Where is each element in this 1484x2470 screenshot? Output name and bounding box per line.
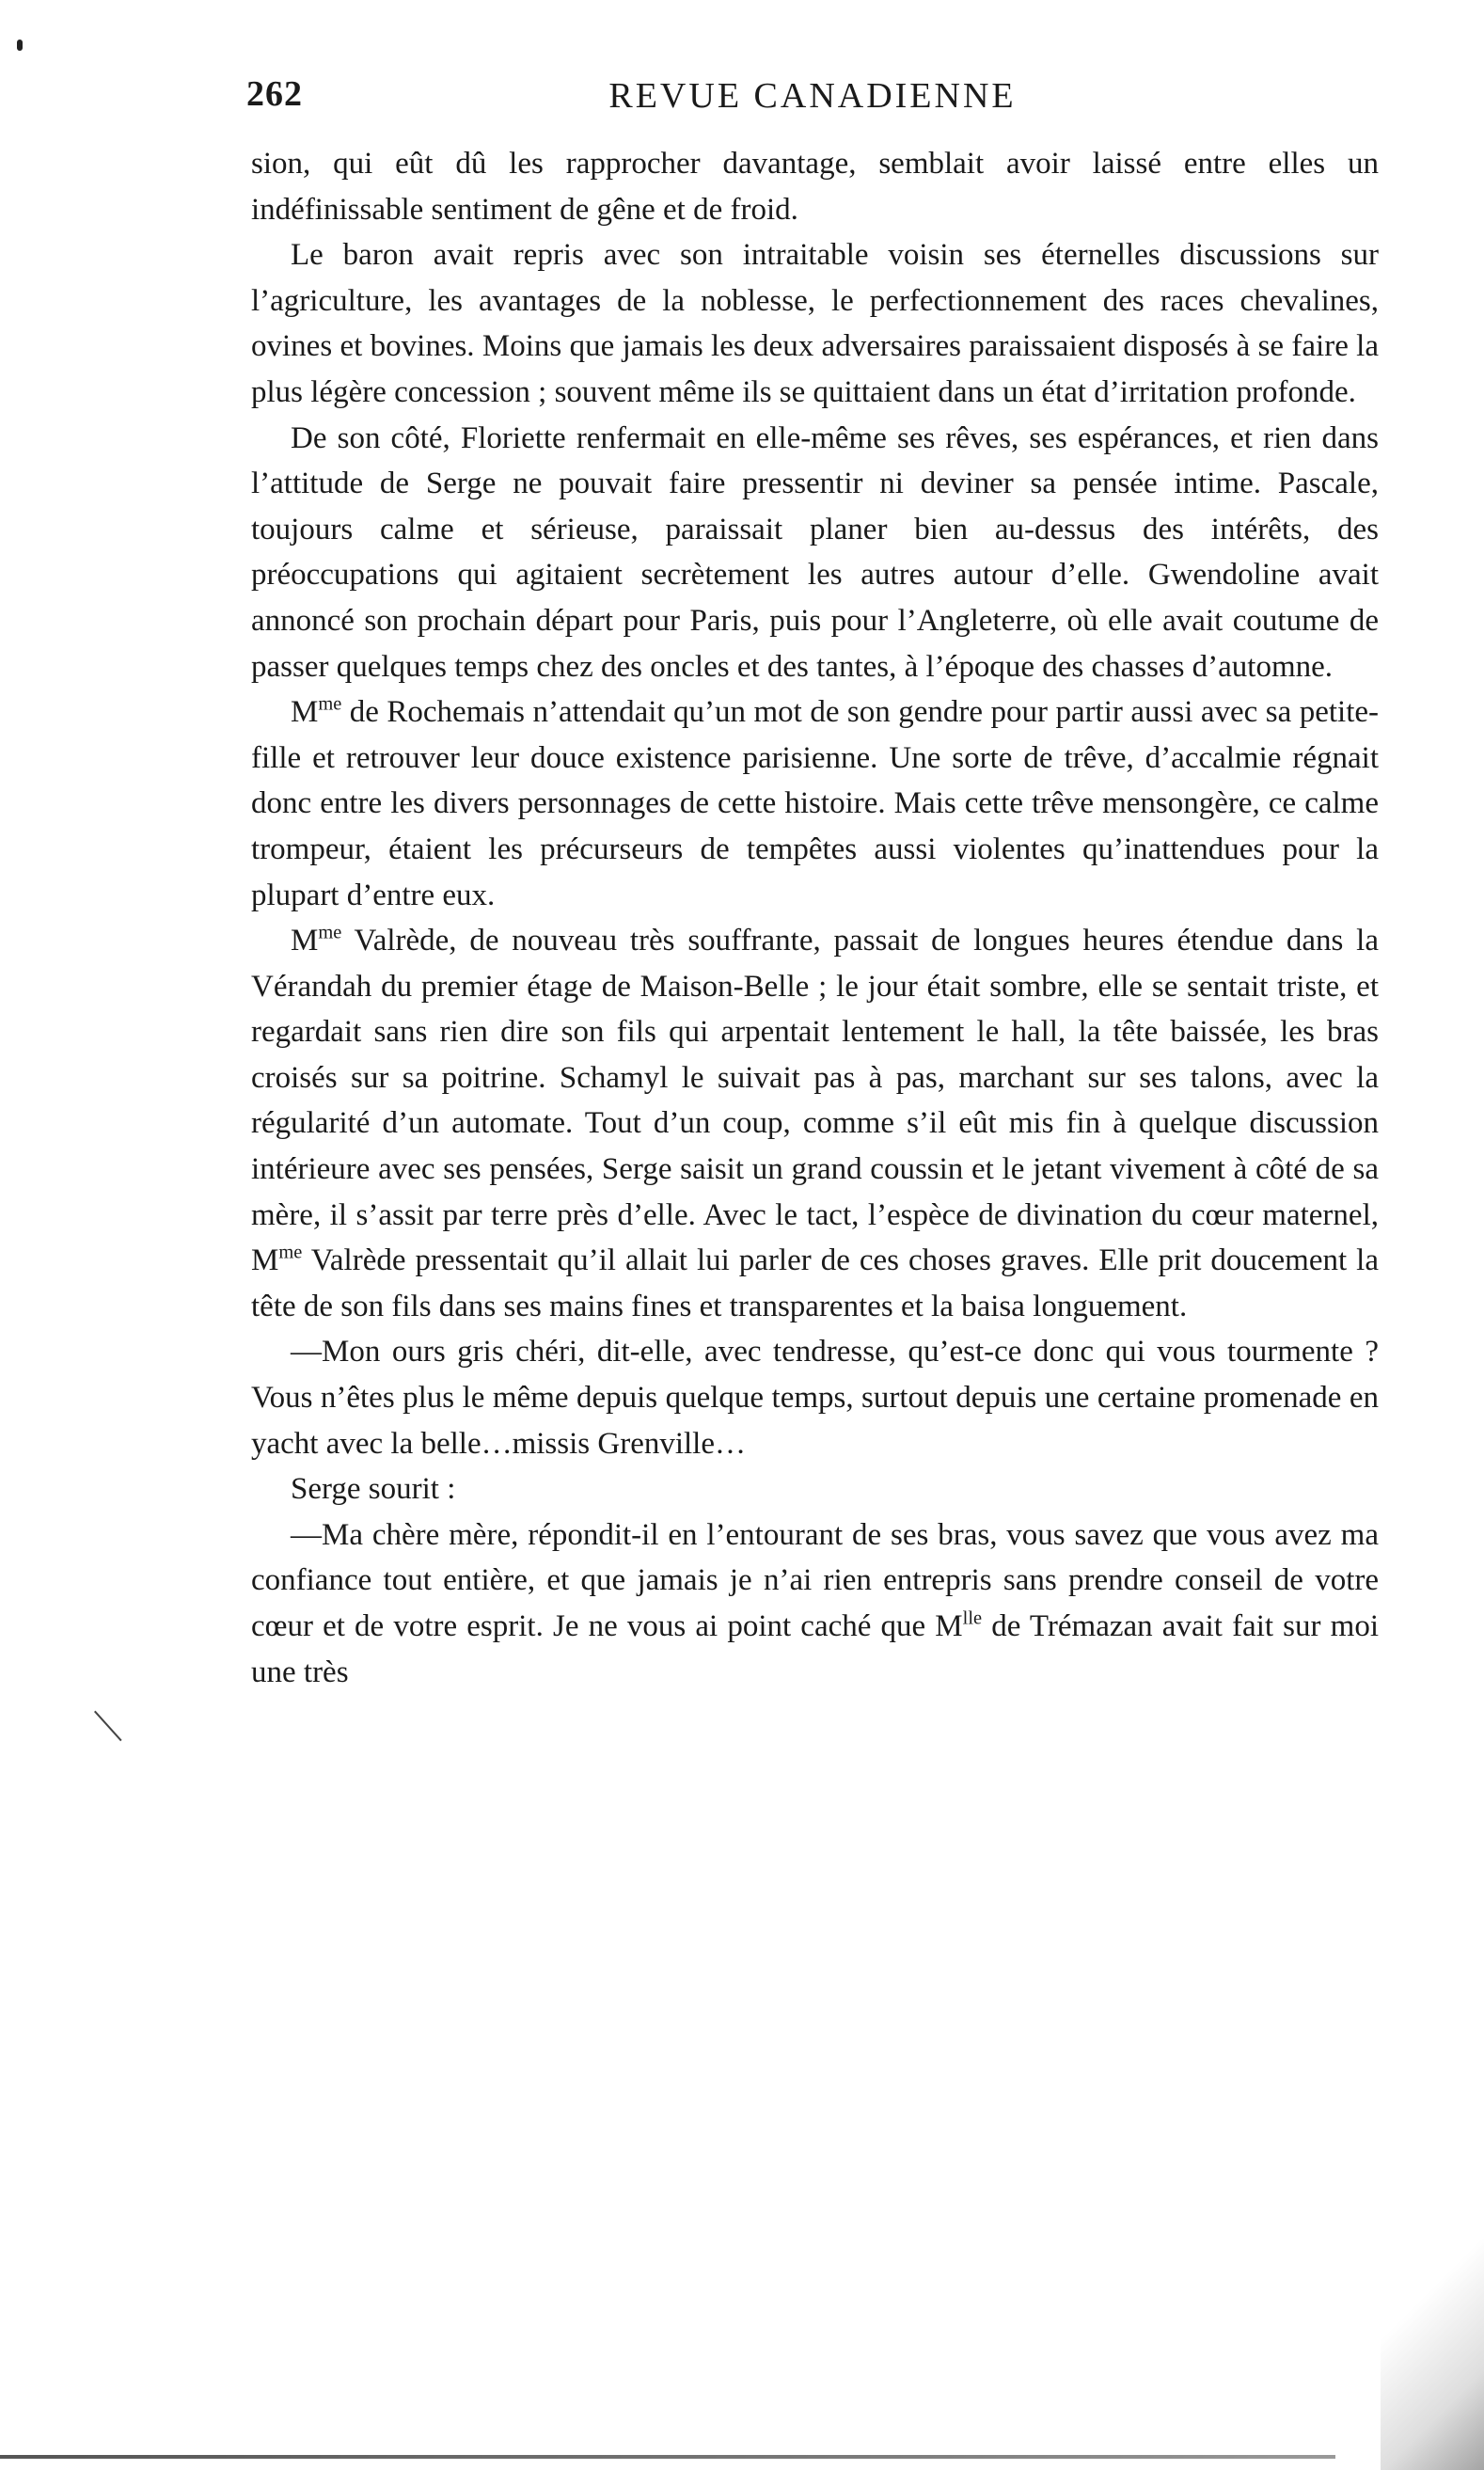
paragraph-5-superscript-2: me (278, 1242, 303, 1263)
paragraph-5-superscript: me (318, 922, 342, 943)
paragraph-3: De son côté, Floriette renfermait en elle-même ses rêves, ses espérances, et rien dans l’attitude de Serge ne pouvait faire pressentir ni deviner sa pensée intime. Pascale, toujours calme et sérieuse, paraissait planer bien au-dessus des intérêts, des préoccupations qui agitaient secrètement les autres autour d’elle. Gwendoline avait annoncé son prochain départ pour Paris, puis pour l’Angleterre, où elle avait coutume de passer quelques temps chez des oncles et des tantes, à l’époque des chasses d’automne. (251, 420, 1379, 684)
paragraph-2: Le baron avait repris avec son intraitable voisin ses éternelles discussions sur l’agriculture, les avantages de la noblesse, le perfectionnement des races chevalines, ovines et bovines. Moins que jamais les deux adversaires paraissaient disposés à se faire la plus légère concession ; souvent même ils se quittaient dans un état d’irritation profonde. (251, 238, 1379, 409)
paragraph-7: Serge sourit : (291, 1472, 456, 1507)
paragraph-8-text-a: —Ma chère mère, répondit-il en l’entourant de ses bras, vous savez que vous avez ma confiance tout entière, et que jamais je n’ai rien entrepris sans prendre conseil de votre cœur et de votre esprit. Je ne vous ai point caché que M (251, 1517, 1379, 1643)
paragraph-5-lead: M (291, 924, 319, 958)
paragraph-5 (251, 918, 1379, 1329)
paragraph-8-text-b: de Trémazan avait fait sur moi une très (251, 1609, 1379, 1689)
scan-edge-shadow (1381, 2239, 1484, 2470)
ink-speck (17, 40, 23, 51)
paragraph-8 (251, 1512, 1379, 1695)
paragraph-4 (251, 689, 1379, 918)
paragraph-4-superscript: me (318, 693, 342, 715)
body-text (251, 141, 1379, 1695)
scan-bottom-edge (0, 2455, 1335, 2459)
paragraph-6: —Mon ours gris chéri, dit-elle, avec tendresse, qu’est-ce donc qui vous tourmente ? Vous n’êtes plus le même depuis quelque temps, surtout depuis une certaine promenade en yacht avec la belle…missis Grenville… (251, 1335, 1379, 1461)
paragraph-4-lead: M (291, 695, 319, 730)
paragraph-5-text-a: Valrède, de nouveau très souffrante, passait de longues heures étendue dans la Vérandah du premier étage de Maison-Belle ; le jour était sombre, elle se sentait triste, et regardait sans rien dire son fils qui arpentait lentement le hall, la tête baissée, les bras croisés sur sa poitrine. Schamyl le suivait pas à pas, marchant sur ses talons, avec la régularité d’un automate. Tout d’un coup, comme s’il eût mis fin à quelque discussion intérieure avec ses pensées, Serge saisit un grand coussin et le jetant vivement à côté de sa mère, il s’assit par terre près d’elle. Avec le tact, l’espèce de divination du cœur maternel, M (251, 924, 1379, 1278)
page-number: 262 (246, 74, 303, 114)
paragraph-4-text: de Rochemais n’attendait qu’un mot de son gendre pour partir aussi avec sa petite-fille et retrouver leur douce existence parisienne. Une sorte de trêve, d’accalmie régnait donc entre les divers personnages de cette histoire. Mais cette trêve mensongère, ce calme trompeur, étaient les précurseurs de tempêtes aussi violentes qu’inattendues pour la plupart d’entre eux. (251, 695, 1379, 912)
paragraph-8-superscript: lle (962, 1607, 983, 1629)
running-title: REVUE CANADIENNE (608, 76, 1017, 116)
page-header (246, 68, 1379, 124)
paragraph-5-text-b: Valrède pressentait qu’il allait lui parler de ces choses graves. Elle prit doucement la tête de son fils dans ses mains fines et transparentes et la baisa longuement. (251, 1243, 1379, 1323)
paragraph-1: sion, qui eût dû les rapprocher davantage, semblait avoir laissé entre elles un indéfinissable sentiment de gêne et de froid. (251, 147, 1379, 227)
margin-pencil-mark (94, 1711, 122, 1742)
